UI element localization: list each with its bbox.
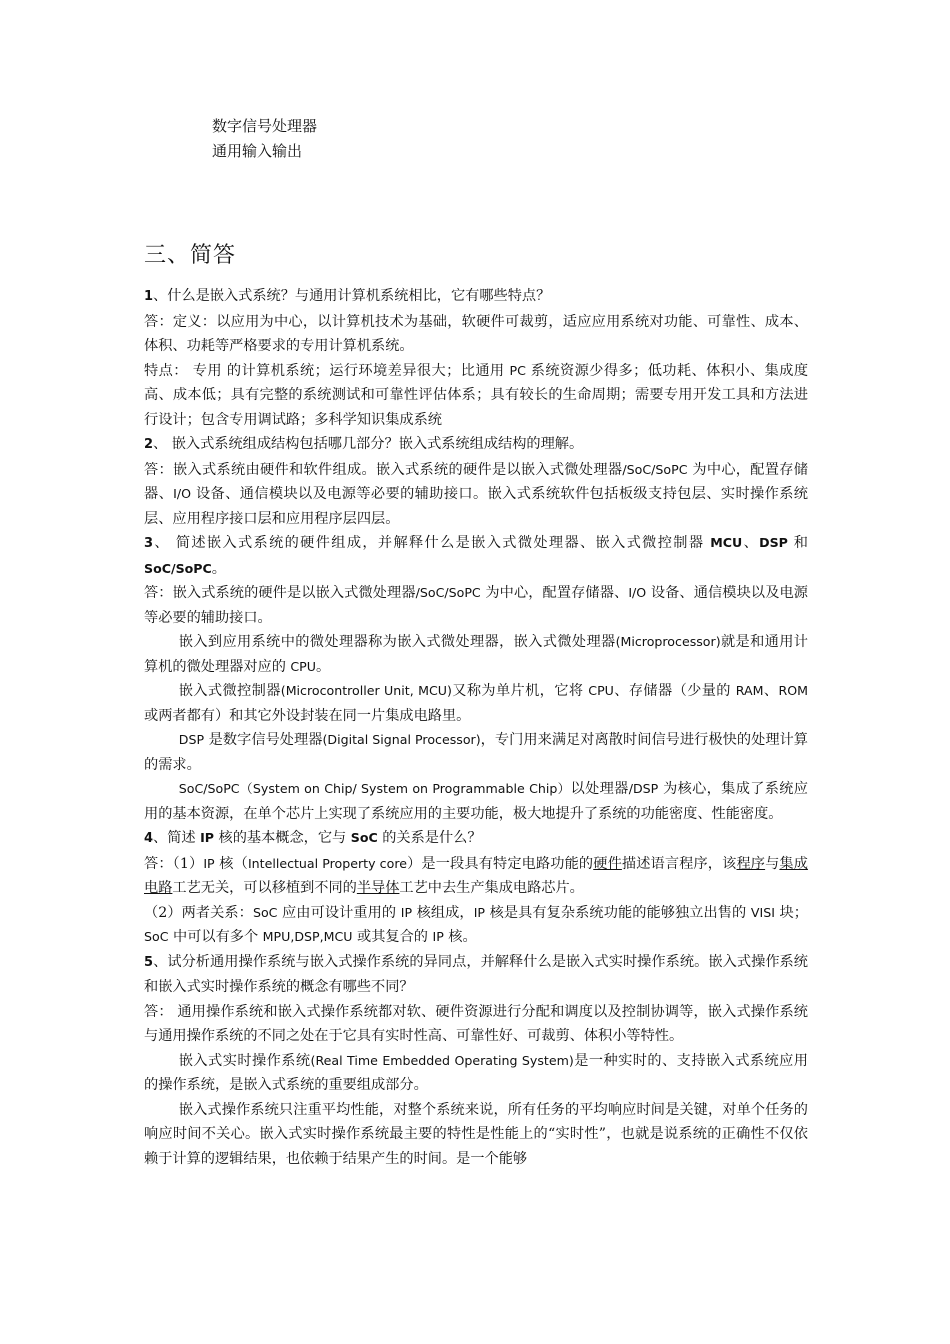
- question-5: 5、试分析通用操作系统与嵌入式操作系统的异同点，并解释什么是嵌入式实时操作系统。嵌入式操作系统和嵌入式实时操作系统的概念有哪些不同？: [144, 953, 808, 995]
- link-program[interactable]: 程序: [736, 855, 766, 872]
- answer-4-ip-core: 答：（1）IP 核（Intellectual Property core）是一段具有特定电路功能的硬件描述语言程序，该程序与集成电路工艺无关，可以移植到不同的半导体工艺中去生产集成电路芯片。: [144, 855, 808, 896]
- term-gpio: 通用输入输出: [212, 142, 303, 160]
- answer-content: [144, 284, 808, 1171]
- answer-3-mcu: 嵌入式微控制器(Microcontroller Unit, MCU)又称为单片机，它将 CPU、存储器（少量的 RAM、ROM 或两者都有）和其它外设封装在同一片集成电路里。: [144, 683, 808, 724]
- link-ic[interactable]: 集成电路: [144, 855, 808, 896]
- question-number: 2: [144, 437, 154, 452]
- answer-3-dsp: DSP 是数字信号处理器(Digital Signal Processor)，专门用来满足对离散时间信号进行极快的处理计算的需求。: [144, 732, 808, 773]
- question-3: 3、 简述嵌入式系统的硬件组成，并解释什么是嵌入式微处理器、嵌入式微控制器 MCU、DSP 和 SoC/SoPC。: [144, 535, 808, 577]
- question-2: 2、 嵌入式系统组成结构包括哪几部分？嵌入式系统组成结构的理解。: [144, 436, 584, 452]
- section-title: 三、简答: [144, 243, 237, 268]
- answer-5-difference: 嵌入式操作系统只注重平均性能，对整个系统来说，所有任务的平均响应时间是关键，对单个任务的响应时间不关心。嵌入式实时操作系统最主要的特性是性能上的“实时性”，也就是说系统的正确性不仅依赖于计算的逻辑结果，也依赖于结果产生的时间。是一个能够: [144, 1101, 808, 1167]
- term-dsp: 数字信号处理器: [212, 117, 318, 135]
- link-semiconductor[interactable]: 半导体: [356, 880, 400, 896]
- question-number: 1: [144, 289, 154, 304]
- answer-3-soc: SoC/SoPC（System on Chip/ System on Programmable Chip）以处理器/DSP 为核心，集成了系统应用的基本资源，在单个芯片上实现了系统应用的主要功能，极大地提升了系统的功能密度、性能密度。: [144, 781, 808, 822]
- answer-4-relation: （2）两者关系：SoC 应由可设计重用的 IP 核组成，IP 核是具有复杂系统功能的能够独立出售的 VISI 块；SoC 中可以有多个 MPU,DSP,MCU 或其复合的 IP 核。: [144, 904, 808, 945]
- question-1: 1、什么是嵌入式系统？与通用计算机系统相比，它有哪些特点？: [144, 288, 551, 304]
- answer-5-compare: 答： 通用操作系统和嵌入式操作系统都对软、硬件资源进行分配和调度以及控制协调等，嵌入式操作系统与通用操作系统的不同之处在于它具有实时性高、可靠性好、可裁剪、体积小等特性。: [144, 1003, 808, 1044]
- question-number: 4: [144, 831, 154, 846]
- top-term-list: [212, 114, 317, 164]
- answer-2: 答：嵌入式系统由硬件和软件组成。嵌入式系统的硬件是以嵌入式微处理器/SoC/SoPC 为中心，配置存储器、I/O 设备、通信模块以及电源等必要的辅助接口。嵌入式系统软件包括板级支持包层、实时操作系统层、应用程序接口层和应用程序层四层。: [144, 461, 808, 527]
- link-hardware[interactable]: 硬件: [593, 855, 622, 872]
- answer-1-features: 特点： 专用 的计算机系统；运行环境差异很大；比通用 PC 系统资源少得多；低功耗、体积小、集成度高、成本低；具有完整的系统测试和可靠性评估体系；具有较长的生命周期；需要专用开发工具和方法进行设计；包含专用调试路；多科学知识集成系统: [144, 362, 809, 428]
- answer-3-hardware: 答：嵌入式系统的硬件是以嵌入式微处理器/SoC/SoPC 为中心，配置存储器、I/O 设备、通信模块以及电源等必要的辅助接口。: [144, 585, 808, 626]
- answer-1-definition: 答：定义：以应用为中心，以计算机技术为基础，软硬件可裁剪，适应应用系统对功能、可靠性、成本、体积、功耗等严格要求的专用计算机系统。: [144, 313, 808, 354]
- answer-3-microprocessor: 嵌入到应用系统中的微处理器称为嵌入式微处理器，嵌入式微处理器(Microprocessor)就是和通用计算机的微处理器对应的 CPU。: [144, 634, 808, 675]
- question-4: 4、简述 IP 核的基本概念，它与 SoC 的关系是什么？: [144, 830, 482, 846]
- question-number: 3: [144, 536, 154, 551]
- answer-5-rtos: 嵌入式实时操作系统(Real Time Embedded Operating System)是一种实时的、支持嵌入式系统应用的操作系统，是嵌入式系统的重要组成部分。: [144, 1052, 808, 1093]
- question-number: 5: [144, 954, 154, 970]
